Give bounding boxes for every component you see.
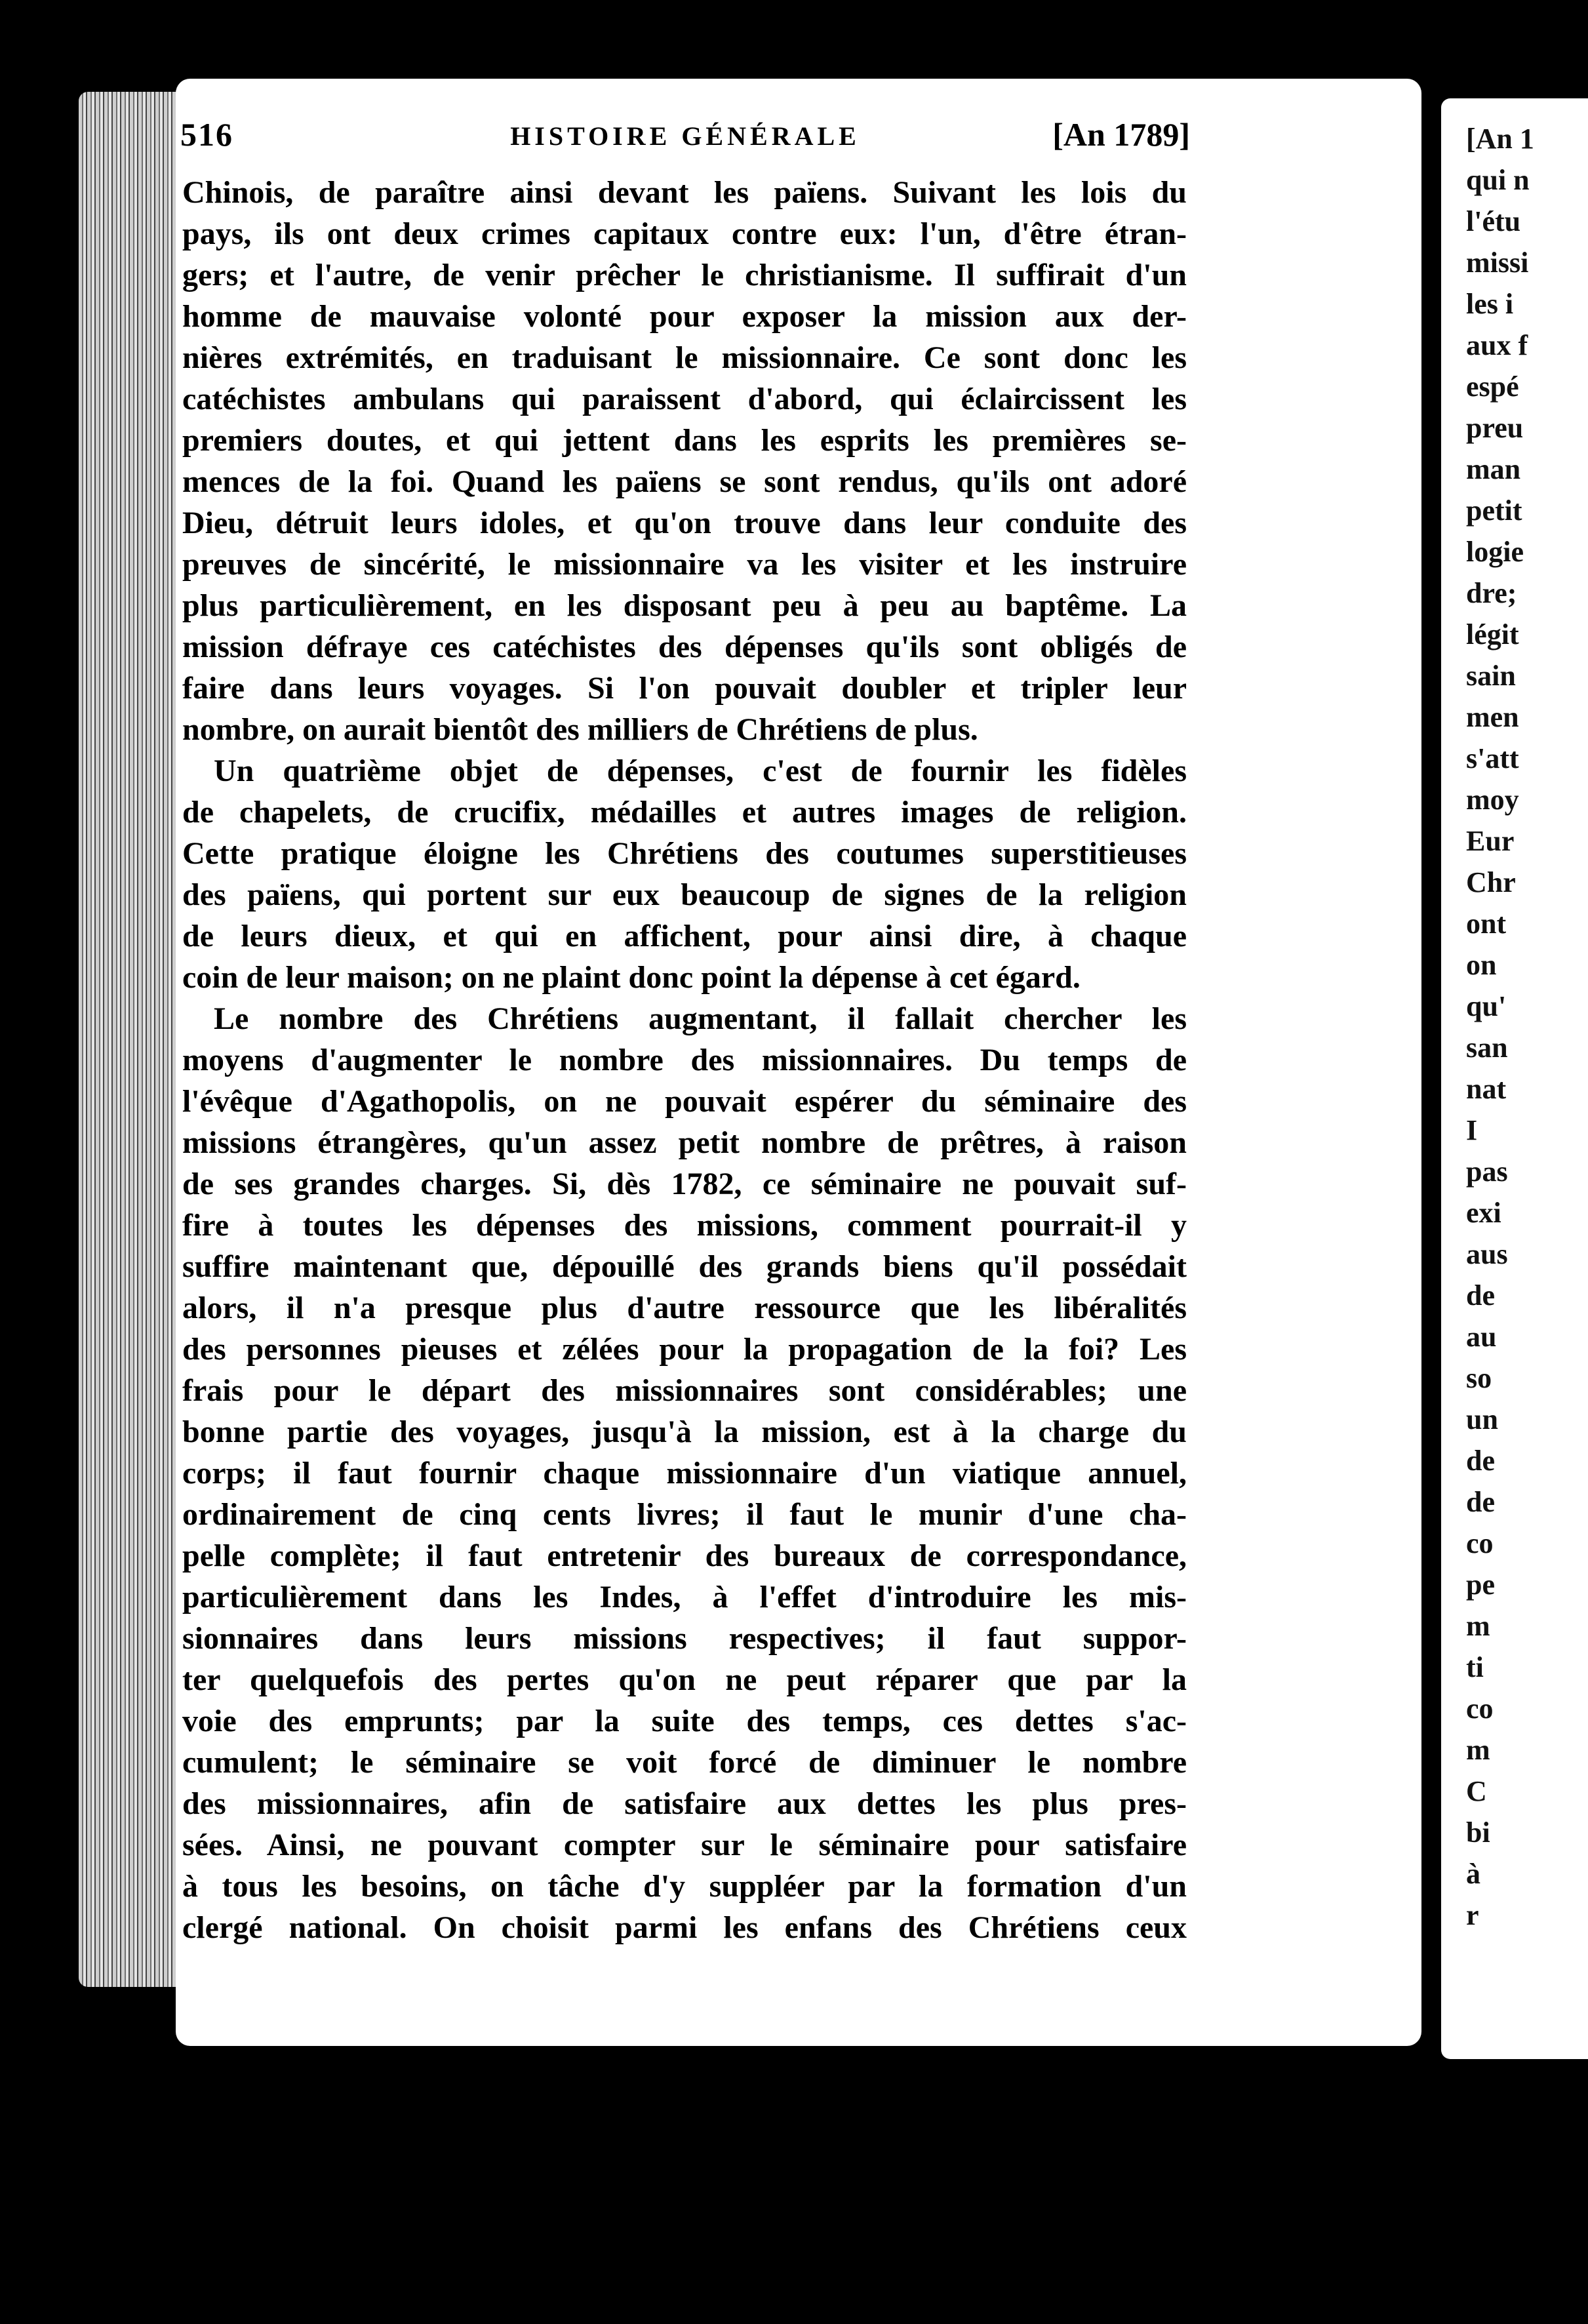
text-line: sionnaires dans leurs missions respectives; il faut suppor- (182, 1621, 1187, 1656)
text-line: sées. Ainsi, ne pouvant compter sur le séminaire pour satisfaire (182, 1828, 1187, 1862)
text-line: Le nombre des Chrétiens augmentant, il fallait chercher les (214, 1001, 1187, 1036)
facing-page-line: C (1466, 1775, 1487, 1807)
facing-page-line: pas (1466, 1155, 1508, 1188)
text-line: Chinois, de paraître ainsi devant les païens. Suivant les lois du (182, 175, 1187, 210)
facing-page-line: espé (1466, 371, 1519, 403)
text-line: à tous les besoins, on tâche d'y suppléer par la formation d'un (182, 1869, 1187, 1904)
facing-page-line: logie (1466, 536, 1524, 568)
running-title: HISTOIRE GÉNÉRALE (510, 121, 860, 151)
facing-page-text (1466, 118, 1588, 1936)
text-line: Un quatrième objet de dépenses, c'est de fournir les fidèles (214, 753, 1187, 788)
text-line: des personnes pieuses et zélées pour la propagation de la foi? Les (182, 1332, 1187, 1367)
text-line: l'évêque d'Agathopolis, on ne pouvait espérer du séminaire des (182, 1084, 1187, 1119)
facing-page-line: de (1466, 1445, 1495, 1477)
text-line: particulièrement dans les Indes, à l'effet d'introduire les mis- (182, 1580, 1187, 1614)
facing-page-line: aus (1466, 1238, 1508, 1270)
facing-page-line: Chr (1466, 866, 1516, 898)
text-line: fire à toutes les dépenses des missions, comment pourrait-il y (182, 1208, 1187, 1243)
facing-page (1441, 98, 1588, 2059)
text-line: plus particulièrement, en les disposant peu à peu au baptême. La (182, 588, 1187, 623)
text-line: des missionnaires, afin de satisfaire aux dettes les plus pres- (182, 1786, 1187, 1821)
text-line: homme de mauvaise volonté pour exposer la mission aux der- (182, 299, 1187, 334)
text-line: des païens, qui portent sur eux beaucoup de signes de la religion (182, 877, 1187, 912)
facing-page-line: preu (1466, 412, 1524, 444)
facing-page-line: de (1466, 1279, 1495, 1312)
facing-page-line: bi (1466, 1816, 1490, 1849)
text-line: pelle complète; il faut entretenir des bureaux de correspondance, (182, 1538, 1187, 1573)
text-line: catéchistes ambulans qui paraissent d'abord, qui éclaircissent les (182, 382, 1187, 416)
text-line: coin de leur maison; on ne plaint donc point la dépense à cet égard. (182, 960, 1081, 995)
text-line: Dieu, détruit leurs idoles, et qu'on trouve dans leur conduite des (182, 506, 1187, 540)
facing-page-line: moy (1466, 784, 1519, 816)
text-line: premiers doutes, et qui jettent dans les esprits les premières se- (182, 423, 1187, 458)
facing-page-line: san (1466, 1032, 1508, 1064)
facing-page-line: m (1466, 1734, 1490, 1766)
facing-page-line: co (1466, 1527, 1494, 1559)
facing-page-line: m (1466, 1610, 1490, 1642)
page-edges (79, 92, 190, 1987)
facing-page-line: on (1466, 949, 1497, 981)
facing-page-line: aux f (1466, 329, 1528, 361)
text-line: de leurs dieux, et qui en affichent, pour ainsi dire, à chaque (182, 919, 1187, 953)
text-line: faire dans leurs voyages. Si l'on pouvait doubler et tripler leur (182, 671, 1187, 706)
facing-page-line: ont (1466, 908, 1507, 940)
facing-page-line: légit (1466, 618, 1519, 651)
text-line: cumulent; le séminaire se voit forcé de diminuer le nombre (182, 1745, 1187, 1780)
facing-page-line: I (1466, 1114, 1478, 1146)
facing-page-line: men (1466, 701, 1519, 733)
text-line: ter quelquefois des pertes qu'on ne peut réparer que par la (182, 1662, 1187, 1697)
facing-page-line: missi (1466, 247, 1529, 279)
text-line: mences de la foi. Quand les païens se sont rendus, qu'ils ont adoré (182, 464, 1187, 499)
facing-page-line: exi (1466, 1197, 1501, 1229)
text-line: ordinairement de cinq cents livres; il faut le munir d'une cha- (182, 1497, 1187, 1532)
text-line: Cette pratique éloigne les Chrétiens des coutumes superstitieuses (182, 836, 1187, 871)
facing-page-line: r (1466, 1899, 1479, 1931)
text-line: bonne partie des voyages, jusqu'à la mission, est à la charge du (182, 1414, 1187, 1449)
text-line: preuves de sincérité, le missionnaire va les visiter et les instruire (182, 547, 1187, 582)
text-line: gers; et l'autre, de venir prêcher le christianisme. Il suffirait d'un (182, 258, 1187, 292)
facing-page-line: au (1466, 1321, 1497, 1353)
facing-page-line: nat (1466, 1073, 1507, 1105)
text-line: nières extrémités, en traduisant le missionnaire. Ce sont donc les (182, 340, 1187, 375)
text-line: missions étrangères, qu'un assez petit nombre de prêtres, à raison (182, 1125, 1187, 1160)
facing-page-line: de (1466, 1486, 1495, 1518)
text-line: corps; il faut fournir chaque missionnaire d'un viatique annuel, (182, 1456, 1187, 1491)
text-line: suffire maintenant que, dépouillé des grands biens qu'il possédait (182, 1249, 1187, 1284)
facing-page-line: qu' (1466, 990, 1507, 1022)
text-line: frais pour le départ des missionnaires sont considérables; une (182, 1373, 1187, 1408)
facing-page-line: qui n (1466, 164, 1530, 196)
facing-page-line: [An 1 (1466, 123, 1534, 155)
page-header (180, 115, 1190, 155)
text-line: clergé national. On choisit parmi les enfans des Chrétiens ceux (182, 1910, 1187, 1945)
facing-page-line: Eur (1466, 825, 1515, 857)
text-line: alors, il n'a presque plus d'autre ressource que les libéralités (182, 1291, 1187, 1325)
facing-page-line: à (1466, 1858, 1480, 1890)
text-line: voie des emprunts; par la suite des temps, ces dettes s'ac- (182, 1704, 1187, 1738)
body-text (182, 172, 1187, 1948)
facing-page-line: petit (1466, 494, 1522, 527)
text-line: de ses grandes charges. Si, dès 1782, ce séminaire ne pouvait suf- (182, 1167, 1187, 1201)
facing-page-line: dre; (1466, 577, 1517, 609)
facing-page-line: so (1466, 1362, 1492, 1394)
text-line: moyens d'augmenter le nombre des missionnaires. Du temps de (182, 1043, 1187, 1077)
header-year: [An 1789] (1052, 116, 1190, 153)
page-number: 516 (180, 116, 233, 153)
facing-page-line: pe (1466, 1569, 1495, 1601)
facing-page-line: man (1466, 453, 1521, 485)
text-line: nombre, on aurait bientôt des milliers de Chrétiens de plus. (182, 712, 978, 747)
text-line: pays, ils ont deux crimes capitaux contre eux: l'un, d'être étran- (182, 216, 1187, 251)
facing-page-line: les i (1466, 288, 1514, 320)
facing-page-line: un (1466, 1403, 1498, 1435)
text-line: mission défraye ces catéchistes des dépenses qu'ils sont obligés de (182, 630, 1187, 664)
facing-page-line: s'att (1466, 742, 1519, 774)
facing-page-line: ti (1466, 1651, 1484, 1683)
facing-page-line: l'étu (1466, 205, 1521, 237)
facing-page-line: sain (1466, 660, 1516, 692)
text-line: de chapelets, de crucifix, médailles et autres images de religion. (182, 795, 1187, 830)
facing-page-line: co (1466, 1693, 1494, 1725)
